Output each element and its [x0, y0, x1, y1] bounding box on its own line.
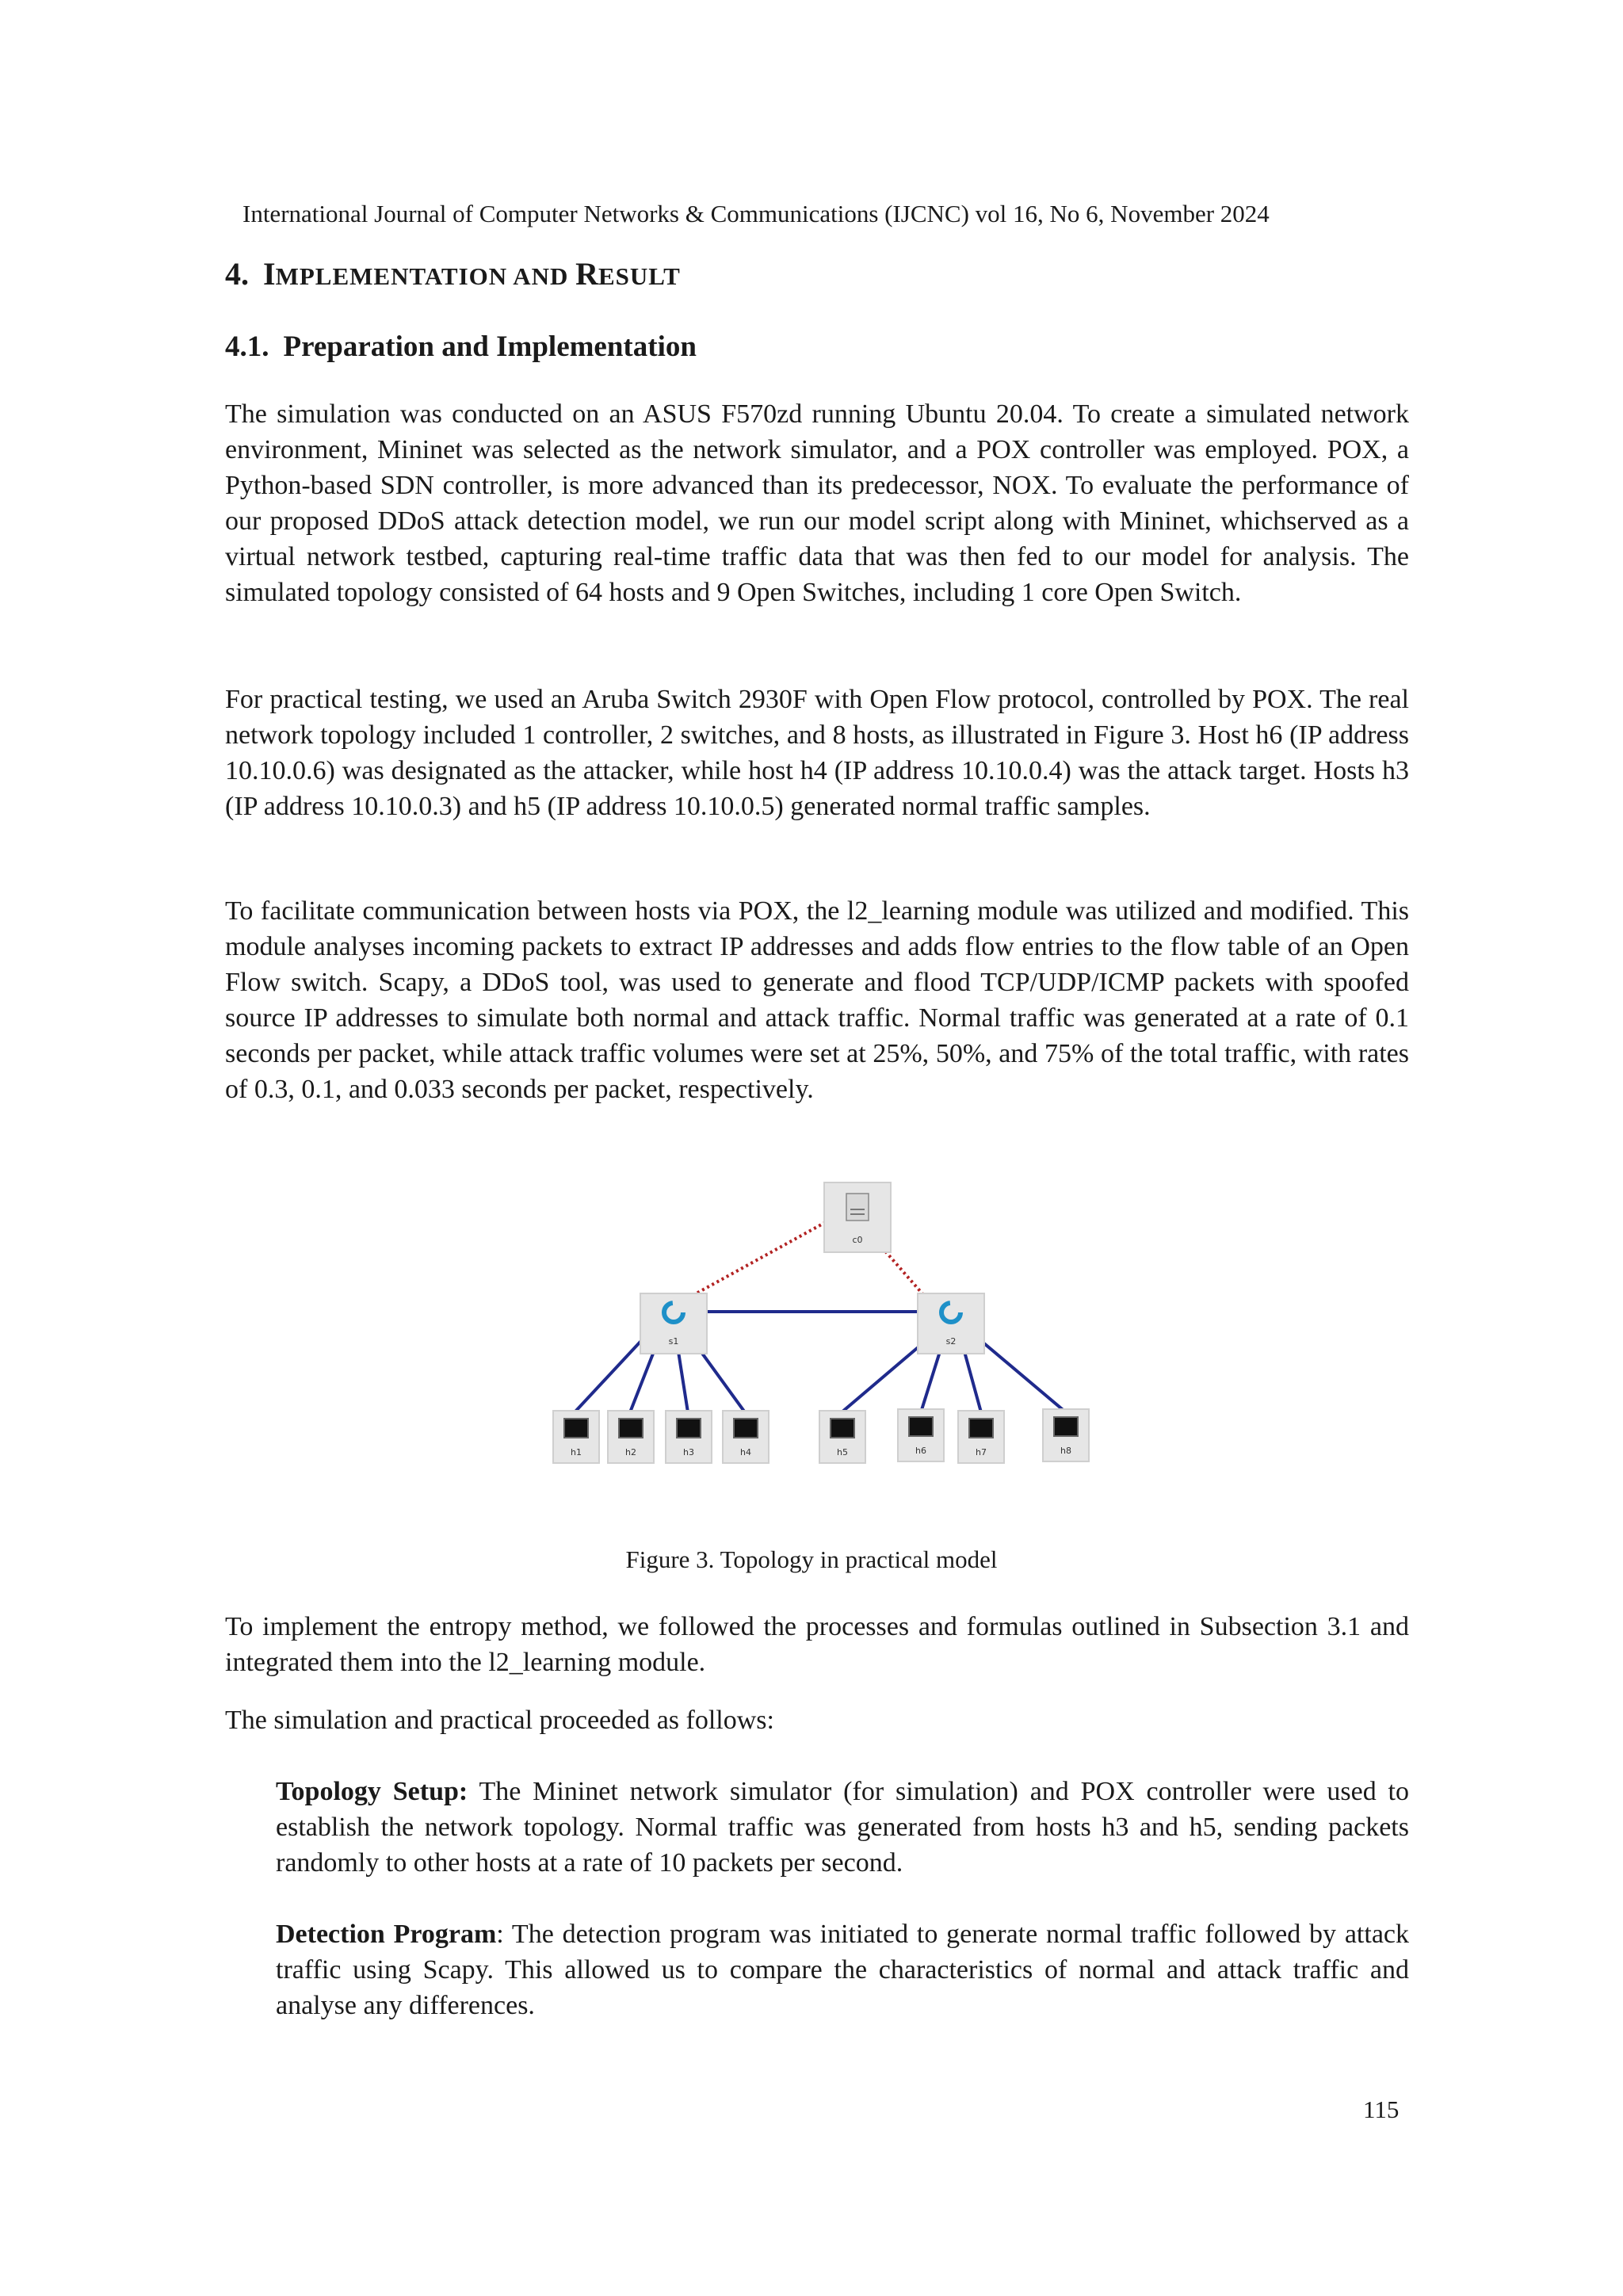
switch-node-s1 — [640, 1293, 707, 1354]
host-label: h2 — [625, 1447, 636, 1457]
section-title-initial-1: I — [263, 256, 276, 292]
list-item-text: The Mininet network simulator (for simulation) and POX controller were used to establish the network topology. Normal traffic was generated from hosts h3 and h5, sending packets randomly to other hosts at a rate of 10 packets per second. — [276, 1777, 1409, 1878]
link-s1-h1 — [575, 1331, 650, 1412]
host-label: h4 — [740, 1447, 751, 1457]
server-icon — [846, 1194, 869, 1221]
computer-icon — [831, 1419, 854, 1438]
figure-caption: Figure 3. Topology in practical model — [625, 1545, 998, 1573]
host-node-h3 — [666, 1411, 712, 1463]
subsection-heading — [225, 330, 697, 365]
list-item-label: Detection Program — [276, 1920, 497, 1949]
host-node-h5 — [819, 1411, 865, 1463]
computer-icon — [619, 1419, 643, 1438]
switch-label: s2 — [945, 1336, 957, 1347]
list-item-detection-program — [276, 1916, 1409, 2023]
host-node-h6 — [898, 1409, 944, 1461]
host-node-h2 — [608, 1411, 654, 1463]
host-node-h4 — [723, 1411, 769, 1463]
section-heading — [225, 255, 681, 296]
section-title-initial-2: R — [575, 256, 598, 292]
host-node-h7 — [958, 1411, 1004, 1463]
section-title-part-2: ESULT — [598, 262, 681, 290]
computer-icon — [909, 1417, 933, 1436]
subsection-title: Preparation and Implementation — [283, 330, 697, 363]
list-item-label: Topology Setup: — [276, 1777, 468, 1806]
list-item-text: : The detection program was initiated to generate normal traffic followed by attack traffic using Scapy. This allowed us to compare the characteristics of normal and attack traffic and analyse any differences. — [276, 1920, 1410, 2020]
topology-figure — [499, 1181, 1125, 1474]
list-item-topology-setup — [276, 1774, 1409, 1881]
page-number: 115 — [1363, 2095, 1400, 2123]
computer-icon — [677, 1419, 701, 1438]
paragraph-l2-learning: To facilitate communication between hosts via POX, the l2_learning module was utilized and modified. This module analyses incoming packets to extract IP addresses and adds flow entries to the flow table of an Open Flow switch. Scapy, a DDoS tool, was used to generate and flood TCP/UDP/ICMP packets with spoofed source IP addresses to simulate both normal and attack traffic. Normal traffic was generated at a rate of 0.1 seconds per packet, while attack traffic volumes were set at 25%, 50%, and 75% of the total traffic, with rates of 0.3, 0.1, and 0.033 seconds per packet, respectively. — [225, 896, 1409, 1104]
switch-label: s1 — [668, 1336, 679, 1347]
computer-icon — [564, 1419, 588, 1438]
host-label: h6 — [915, 1446, 926, 1456]
controller-node — [824, 1182, 891, 1252]
paragraph-procedure-intro: The simulation and practical proceeded as follows: — [225, 1706, 774, 1735]
section-title-part-1: MPLEMENTATION AND — [275, 262, 576, 290]
subsection-number: 4.1. — [225, 330, 269, 363]
host-label: h1 — [571, 1447, 582, 1457]
host-label: h8 — [1060, 1446, 1071, 1456]
host-label: h5 — [837, 1447, 848, 1457]
host-label: h7 — [976, 1447, 987, 1457]
host-node-h8 — [1043, 1409, 1089, 1461]
paragraph-practical-testing: For practical testing, we used an Aruba Switch 2930F with Open Flow protocol, controlled by POX. The real network topology included 1 controller, 2 switches, and 8 hosts, as illustrated in Figure 3. Host h6 (IP address 10.10.0.6) was designated as the attacker, while host h4 (IP address 10.10.0.4) was the attack target. Hosts h3 (IP address 10.10.0.3) and h5 (IP address 10.10.0.5) generated normal traffic samples. — [225, 685, 1409, 821]
paragraph-entropy-method: To implement the entropy method, we followed the processes and formulas outlined in Subsection 3.1 and integrated them into the l2_learning module. — [225, 1612, 1409, 1677]
host-node-h1 — [553, 1411, 599, 1463]
topology-diagram — [499, 1181, 1125, 1474]
computer-icon — [969, 1419, 993, 1438]
switch-node-s2 — [918, 1293, 984, 1354]
controller-label: c0 — [852, 1235, 863, 1245]
paragraph-simulation-setup: The simulation was conducted on an ASUS F570zd running Ubuntu 20.04. To create a simulated network environment, Mininet was selected as the network simulator, and a POX controller was employed. POX, a Python-based SDN controller, is more advanced than its predecessor, NOX. To evaluate the performance of our proposed DDoS attack detection model, we run our model script along with Mininet, whichserved as a virtual network testbed, capturing real-time traffic data that was then fed to our model for analysis. The simulated topology consisted of 64 hosts and 9 Open Switches, including 1 core Open Switch. — [225, 399, 1409, 607]
computer-icon — [1054, 1417, 1078, 1436]
control-link-s1 — [678, 1222, 826, 1304]
host-label: h3 — [683, 1447, 694, 1457]
section-number: 4. — [225, 256, 249, 292]
running-header: International Journal of Computer Networks & Communications (IJCNC) vol 16, No 6, November 2024 — [242, 200, 1270, 227]
computer-icon — [734, 1419, 758, 1438]
